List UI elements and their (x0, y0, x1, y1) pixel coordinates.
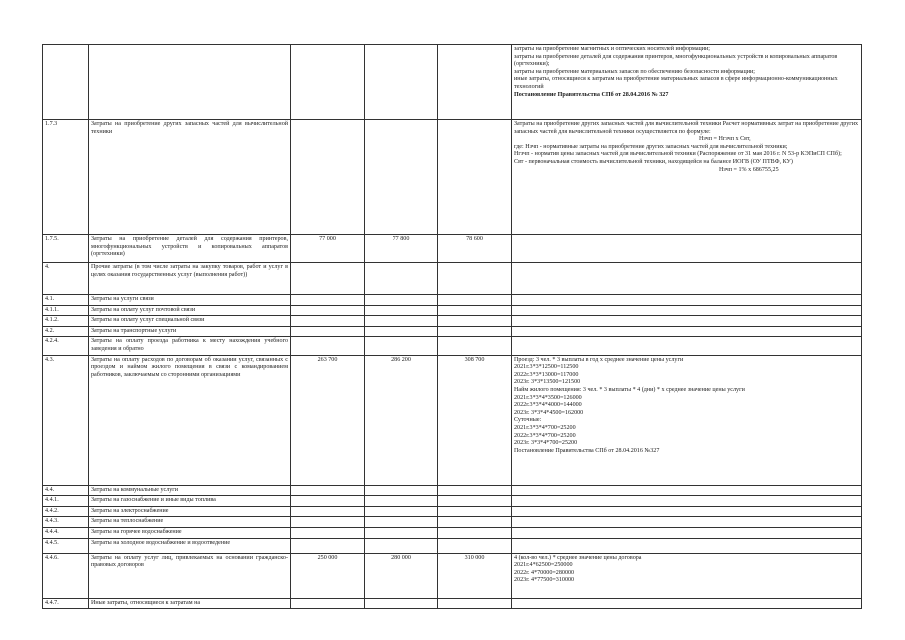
row-description: Затраты на оплату услуг специальной связи (89, 316, 291, 327)
row-notes (512, 598, 862, 609)
row-notes (512, 496, 862, 507)
value-2021: 77 000 (291, 235, 365, 263)
value-2023 (438, 305, 512, 316)
value-2022 (365, 538, 438, 553)
row-notes (512, 316, 862, 327)
row-number: 4.1.2. (43, 316, 89, 327)
value-2021 (291, 598, 365, 609)
note-line: 2021г.3*3*4*3500=126000 (514, 394, 582, 401)
row-description: Затраты на приобретение деталей для содержания принтеров, многофункциональных устройств и копировальных аппаратов (оргтехники) (89, 235, 291, 263)
row-notes (512, 305, 862, 316)
note-line: 2023г. 4*77500=310000 (514, 577, 575, 584)
cost-table (42, 44, 862, 609)
row-description: Затраты на электроснабжение (89, 506, 291, 517)
value-2022 (365, 496, 438, 507)
note-line: 2021г.4*62500=250000 (514, 562, 573, 569)
table-row (43, 355, 862, 485)
row-number: 4.2.4. (43, 337, 89, 355)
value-2023 (438, 263, 512, 295)
value-2023 (438, 295, 512, 306)
row-number: 4.4.6. (43, 553, 89, 598)
value-2023: 310 000 (438, 553, 512, 598)
table-row (43, 45, 862, 120)
row-number: 4. (43, 263, 89, 295)
note-line: 2022г.3*3*4*4000=144000 (514, 402, 582, 409)
table-row (43, 538, 862, 553)
note-line: затраты на приобретение магнитных и оптических носителей информации; (514, 46, 710, 52)
note-line: где: Нзчп - нормативные затраты на приобретение других запасных частей для вычислительной техники; (514, 143, 788, 150)
value-2023 (438, 45, 512, 120)
row-notes (512, 538, 862, 553)
value-2022 (365, 485, 438, 496)
row-number: 4.4.1. (43, 496, 89, 507)
row-number (43, 45, 89, 120)
note-line: Нзчп = Нгзчп х Свт, (699, 136, 751, 143)
row-number: 4.4.4. (43, 527, 89, 538)
row-description: Затраты на приобретение других запасных частей для вычислительной техники (89, 120, 291, 235)
note-line: 2022г. 4*70000=280000 (514, 569, 575, 576)
row-notes (512, 337, 862, 355)
value-2021 (291, 263, 365, 295)
value-2022 (365, 305, 438, 316)
note-line: 2021г.3*3*4*700=25200 (514, 424, 576, 431)
table-row (43, 598, 862, 609)
note-line: Найм жилого помещения: 3 чел. * 3 выплаты * 4 (дни) * х среднее значение цены услуги (514, 386, 745, 393)
row-description: Затраты на газоснабжение и иные виды топлива (89, 496, 291, 507)
table-row (43, 120, 862, 235)
row-description: Затраты на коммунальные услуги (89, 485, 291, 496)
value-2022 (365, 45, 438, 120)
row-description: Затраты на услуги связи (89, 295, 291, 306)
note-line: 2023г. 3*3*13500=121500 (514, 379, 581, 386)
note-line: Постановление Правительства СПб от 28.04.2016 №327 (514, 447, 660, 454)
value-2022: 280 000 (365, 553, 438, 598)
row-notes (512, 45, 862, 120)
value-2023 (438, 598, 512, 609)
value-2021 (291, 538, 365, 553)
value-2022 (365, 598, 438, 609)
value-2023 (438, 517, 512, 528)
value-2021 (291, 337, 365, 355)
row-description: Затраты на горячее водоснабжение (89, 527, 291, 538)
row-description (89, 45, 291, 120)
value-2021 (291, 506, 365, 517)
note-line: Проезд: 3 чел. * 3 выплаты в год х среднее значение цены услуги (514, 356, 684, 363)
note-line: Суточные: (514, 417, 542, 424)
table-row (43, 235, 862, 263)
table-row (43, 337, 862, 355)
value-2021 (291, 45, 365, 120)
row-number: 1.7.5. (43, 235, 89, 263)
row-number: 4.1. (43, 295, 89, 306)
note-line: 2023г. 3*3*4*700=25200 (514, 440, 578, 447)
value-2022 (365, 316, 438, 327)
table-row (43, 316, 862, 327)
value-2023 (438, 316, 512, 327)
row-description: Иные затраты, относящиеся к затратам на (89, 598, 291, 609)
row-description: Затраты на транспортные услуги (89, 326, 291, 337)
cost-table-body (43, 45, 862, 609)
note-line: Свт - первоначальная стоимость вычислительной техники, находящейся на балансе ИОГВ (ОУ ПТВФ, КУ) (514, 158, 793, 165)
row-notes (512, 506, 862, 517)
value-2021: 263 700 (291, 355, 365, 485)
row-description: Затраты на теплоснабжение (89, 517, 291, 528)
row-notes (512, 326, 862, 337)
row-number: 4.4. (43, 485, 89, 496)
row-description: Прочие затраты (в том числе затраты на закупку товаров, работ и услуг в целях оказания государственных услуг (выполнения работ)) (89, 263, 291, 295)
value-2022 (365, 295, 438, 306)
value-2021 (291, 517, 365, 528)
value-2023 (438, 496, 512, 507)
row-notes (512, 485, 862, 496)
value-2021 (291, 485, 365, 496)
value-2023 (438, 527, 512, 538)
note-line: Постановление Правительства СПб от 28.04.2016 № 327 (514, 91, 669, 98)
note-line: иные затраты, относящиеся к затратам на приобретение материальных запасов в сфере информационно-коммуникационных технологий (514, 76, 838, 90)
table-row (43, 263, 862, 295)
table-row (43, 305, 862, 316)
row-number: 4.4.5. (43, 538, 89, 553)
value-2022 (365, 337, 438, 355)
row-notes (512, 235, 862, 263)
row-description: Затраты на оплату услуг лиц, привлекаемых на основании гражданско-правовых договоров (89, 553, 291, 598)
value-2022 (365, 120, 438, 235)
note-line: Нгзчп - норматив цены запасных частей для вычислительной техники (Распоряжение от 31 мая 2016 г. N 53-р КЭПиСП СПб); (514, 151, 842, 158)
table-row (43, 527, 862, 538)
value-2021 (291, 527, 365, 538)
note-line: Затраты на приобретение других запасных частей для вычислительной техники Расчет нормативных затрат на приобретение других запасных частей для вычислительной техники осуществляется по формуле: (514, 121, 859, 135)
table-row (43, 553, 862, 598)
value-2021 (291, 305, 365, 316)
value-2023 (438, 120, 512, 235)
value-2023 (438, 326, 512, 337)
value-2022 (365, 263, 438, 295)
row-notes (512, 263, 862, 295)
row-notes (512, 527, 862, 538)
value-2021: 250 000 (291, 553, 365, 598)
table-row (43, 295, 862, 306)
value-2021 (291, 496, 365, 507)
note-line: затраты на приобретение материальных запасов по обеспечению безопасности информации; (514, 68, 755, 75)
row-notes (512, 517, 862, 528)
row-number: 4.2. (43, 326, 89, 337)
row-number: 4.4.2. (43, 506, 89, 517)
note-line: 2022г.3*3*13000=117000 (514, 371, 579, 378)
value-2023 (438, 538, 512, 553)
value-2023 (438, 337, 512, 355)
row-notes (512, 553, 862, 598)
table-row (43, 326, 862, 337)
value-2023 (438, 485, 512, 496)
row-number: 4.1.1. (43, 305, 89, 316)
note-line: 4 (кол-во чел.) * среднее значение цены договора (514, 554, 642, 561)
row-number: 4.3. (43, 355, 89, 485)
value-2022 (365, 527, 438, 538)
table-row (43, 517, 862, 528)
value-2021 (291, 326, 365, 337)
value-2023: 78 600 (438, 235, 512, 263)
note-line: Нзчп = 1% х 686755,25 (719, 166, 779, 173)
table-row (43, 485, 862, 496)
row-description: Затраты на холодное водоснабжение и водоотведение (89, 538, 291, 553)
note-line: 2023г. 3*3*4*4500=162000 (514, 409, 584, 416)
note-line: 2021г.3*3*12500=112500 (514, 364, 579, 371)
value-2021 (291, 120, 365, 235)
value-2022 (365, 506, 438, 517)
row-description: Затраты на оплату расходов по договорам об оказании услуг, связанных с проездом и наймом жилого помещения в связи с командированием работников, заключаемым со сторонними организациями (89, 355, 291, 485)
note-line: затраты на приобретение деталей для содержания принтеров, многофункциональных устройств и копировальных аппаратов (оргтехники); (514, 53, 838, 68)
row-description: Затраты на оплату услуг почтовой связи (89, 305, 291, 316)
value-2022: 286 200 (365, 355, 438, 485)
table-row (43, 496, 862, 507)
value-2021 (291, 295, 365, 306)
row-number: 4.4.3. (43, 517, 89, 528)
row-description: Затраты на оплату проезда работника к месту нахождения учебного заведения и обратно (89, 337, 291, 355)
row-notes (512, 295, 862, 306)
value-2023: 308 700 (438, 355, 512, 485)
value-2023 (438, 506, 512, 517)
value-2022 (365, 326, 438, 337)
note-line: 2022г.3*3*4*700=25200 (514, 432, 576, 439)
row-notes (512, 355, 862, 485)
row-notes (512, 120, 862, 235)
value-2021 (291, 316, 365, 327)
table-row (43, 506, 862, 517)
row-number: 1.7.3 (43, 120, 89, 235)
row-number: 4.4.7. (43, 598, 89, 609)
value-2022 (365, 517, 438, 528)
value-2022: 77 800 (365, 235, 438, 263)
